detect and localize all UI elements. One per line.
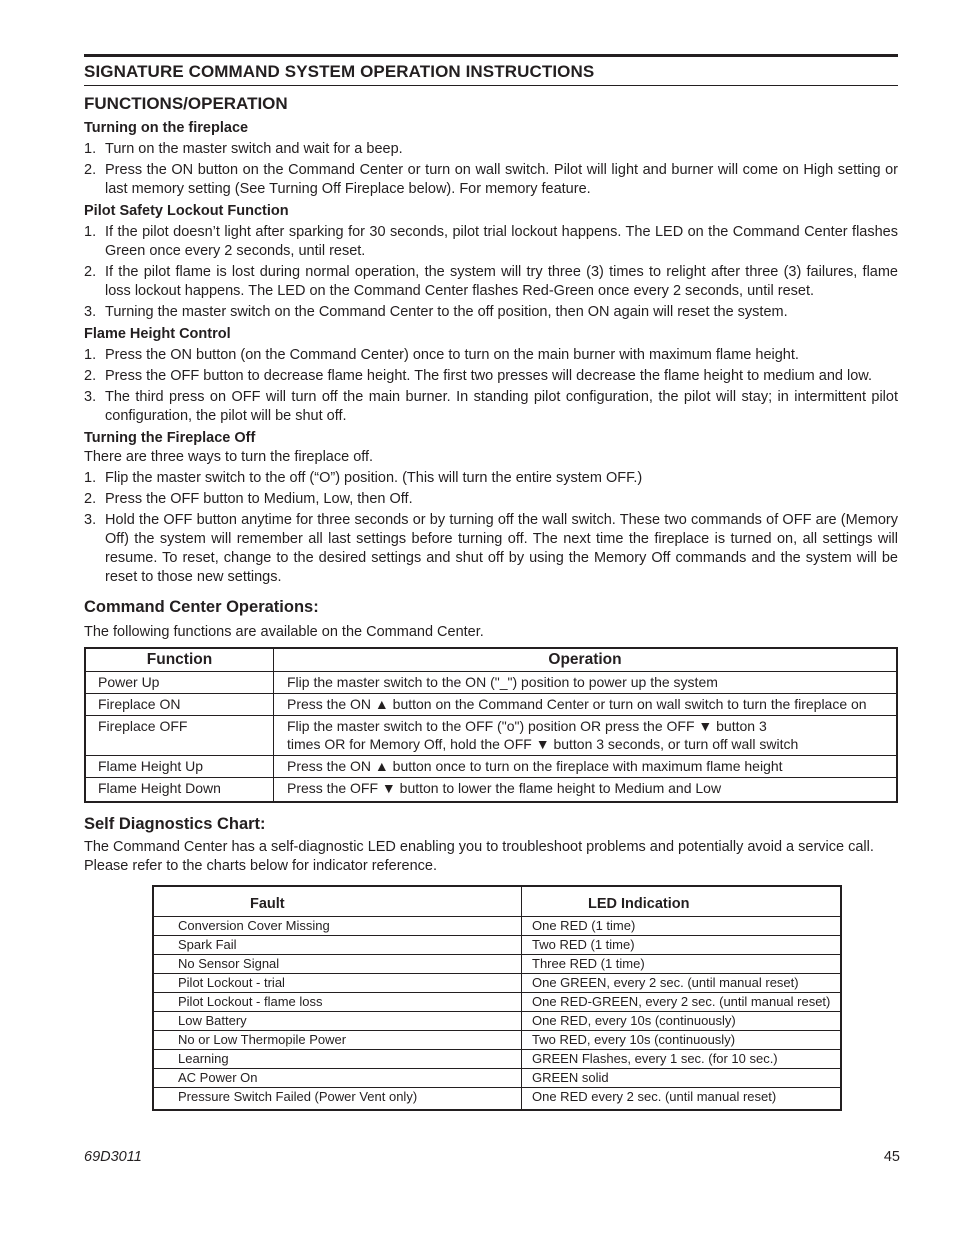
column-header-operation: Operation bbox=[274, 648, 898, 672]
turning-on-heading: Turning on the fireplace bbox=[84, 120, 249, 136]
pilot-safety-heading: Pilot Safety Lockout Function bbox=[84, 203, 289, 219]
turning-off-steps bbox=[84, 469, 898, 587]
led-indication-cell: One RED-GREEN, every 2 sec. (until manual reset) bbox=[522, 993, 842, 1012]
operation-cell: Flip the master switch to the ON ("_") position to power up the system bbox=[274, 672, 898, 694]
function-cell: Fireplace OFF bbox=[85, 716, 274, 756]
table-row bbox=[153, 936, 841, 955]
operation-cell: Press the ON ▲ button on the Command Center or turn on wall switch to turn the fireplace on bbox=[274, 694, 898, 716]
functions-section-title: FUNCTIONS/OPERATION bbox=[84, 94, 288, 113]
list-item: 1. Turn on the master switch and wait for a beep. bbox=[84, 141, 403, 157]
list-item: 2. Press the OFF button to Medium, Low, then Off. bbox=[84, 491, 413, 507]
list-item: 1. If the pilot doesn’t light after sparking for 30 seconds, pilot trial lockout happens. The LED on the Command Center flashes Green once every 2 seconds, until reset. bbox=[84, 224, 898, 259]
fault-cell: Learning bbox=[153, 1050, 522, 1069]
table-row bbox=[85, 756, 897, 778]
table-row bbox=[85, 694, 897, 716]
fault-cell: AC Power On bbox=[153, 1069, 522, 1088]
table-row bbox=[85, 672, 897, 694]
list-item: 3. The third press on OFF will turn off the main burner. In standing pilot configuration, the pilot will stay; in intermittent pilot configuration, the pilot will be shut off. bbox=[84, 389, 898, 424]
led-indication-cell: One RED (1 time) bbox=[522, 917, 842, 936]
function-cell: Flame Height Down bbox=[85, 778, 274, 803]
flame-height-steps bbox=[84, 346, 898, 426]
column-header-function: Function bbox=[85, 648, 274, 672]
led-indication-cell: Three RED (1 time) bbox=[522, 955, 842, 974]
operation-cell: Press the OFF ▼ button to lower the flame height to Medium and Low bbox=[287, 780, 722, 796]
table-row bbox=[153, 1012, 841, 1031]
table-row bbox=[153, 1031, 841, 1050]
table-header-row bbox=[85, 648, 897, 672]
function-cell: Power Up bbox=[85, 672, 274, 694]
command-center-intro: The following functions are available on the Command Center. bbox=[84, 624, 484, 640]
top-rule bbox=[84, 54, 898, 57]
table-row bbox=[153, 1069, 841, 1088]
page-number: 45 bbox=[883, 1149, 900, 1165]
list-item: 1. Press the ON button (on the Command Center) once to turn on the main burner with maximum flame height. bbox=[84, 347, 799, 363]
function-cell: Fireplace ON bbox=[85, 694, 274, 716]
table-row bbox=[153, 917, 841, 936]
table-row bbox=[153, 974, 841, 993]
led-indication-cell: One RED, every 10s (continuously) bbox=[522, 1012, 842, 1031]
list-item: 2. Press the ON button on the Command Center or turn on wall switch. Pilot will light and burner will come on High setting or last memory setting (See Turning Off Fireplace below). For memory feature. bbox=[84, 162, 898, 197]
pilot-safety-steps bbox=[84, 223, 898, 322]
document-page bbox=[84, 54, 898, 1111]
turning-on-steps bbox=[84, 140, 898, 199]
table-row bbox=[153, 955, 841, 974]
column-header-fault: Fault bbox=[153, 886, 522, 917]
document-number: 69D3011 bbox=[84, 1149, 142, 1165]
table-row bbox=[153, 993, 841, 1012]
table-row bbox=[153, 1088, 841, 1111]
operation-cell: Flip the master switch to the OFF ("o") position OR press the OFF ▼ button 3 times OR for Memory Off, hold the OFF ▼ button 3 seconds, or turn off wall switch bbox=[274, 716, 898, 756]
function-cell: Flame Height Up bbox=[85, 756, 274, 778]
list-item: 1. Flip the master switch to the off (“O”) position. (This will turn the entire system OFF.) bbox=[84, 470, 643, 486]
led-indication-cell: One RED every 2 sec. (until manual reset) bbox=[532, 1089, 777, 1104]
fault-cell: Spark Fail bbox=[153, 936, 522, 955]
fault-cell: Conversion Cover Missing bbox=[153, 917, 522, 936]
page-header-title: SIGNATURE COMMAND SYSTEM OPERATION INSTRUCTIONS bbox=[84, 62, 898, 86]
diagnostics-title: Self Diagnostics Chart: bbox=[84, 815, 266, 833]
page-footer bbox=[84, 1149, 900, 1165]
list-item: 3. Turning the master switch on the Command Center to the off position, then ON again will reset the system. bbox=[84, 304, 788, 320]
fault-cell: Pilot Lockout - trial bbox=[153, 974, 522, 993]
list-item: 3. Hold the OFF button anytime for three seconds or by turning off the wall switch. These two commands of OFF are (Memory Off) the system will remember all last settings before turning off. The next time the fireplace is turned on, all settings will resume. To reset, change to the desired settings and shut off by using the Memory Off commands and the system will be reset to those new settings. bbox=[84, 512, 898, 585]
led-indication-cell: Two RED (1 time) bbox=[522, 936, 842, 955]
fault-cell: Pressure Switch Failed (Power Vent only) bbox=[153, 1088, 522, 1111]
table-header-row bbox=[153, 886, 841, 917]
table-row bbox=[153, 1050, 841, 1069]
led-indication-cell: GREEN solid bbox=[522, 1069, 842, 1088]
column-header-led-indication: LED Indication bbox=[522, 886, 842, 917]
command-center-title: Command Center Operations: bbox=[84, 598, 319, 616]
operation-cell: Press the ON ▲ button once to turn on the fireplace with maximum flame height bbox=[274, 756, 898, 778]
table-row bbox=[85, 778, 897, 803]
turning-off-intro: There are three ways to turn the fireplace off. bbox=[84, 449, 374, 465]
list-item: 2. Press the OFF button to decrease flame height. The first two presses will decrease the flame height to medium and low. bbox=[84, 368, 872, 384]
led-indication-cell: One GREEN, every 2 sec. (until manual reset) bbox=[522, 974, 842, 993]
flame-height-heading: Flame Height Control bbox=[84, 326, 231, 342]
table-row bbox=[85, 716, 897, 756]
command-center-table bbox=[84, 647, 898, 803]
fault-cell: No or Low Thermopile Power bbox=[153, 1031, 522, 1050]
fault-cell: Low Battery bbox=[153, 1012, 522, 1031]
turning-off-heading: Turning the Fireplace Off bbox=[84, 430, 256, 446]
fault-cell: No Sensor Signal bbox=[153, 955, 522, 974]
fault-cell: Pilot Lockout - flame loss bbox=[153, 993, 522, 1012]
diagnostics-table-wrapper bbox=[152, 885, 898, 1111]
diagnostics-table bbox=[152, 885, 842, 1111]
list-item: 2. If the pilot flame is lost during normal operation, the system will try three (3) times to relight after three (3) failures, flame loss lockout happens. The LED on the Command Center flashes Red-Green once every 2 seconds, until reset. bbox=[84, 264, 898, 299]
led-indication-cell: GREEN Flashes, every 1 sec. (for 10 sec.) bbox=[522, 1050, 842, 1069]
led-indication-cell: Two RED, every 10s (continuously) bbox=[522, 1031, 842, 1050]
diagnostics-intro: The Command Center has a self-diagnostic LED enabling you to troubleshoot problems and potentially avoid a service call. Please refer to the charts below for indicator reference. bbox=[84, 839, 874, 874]
